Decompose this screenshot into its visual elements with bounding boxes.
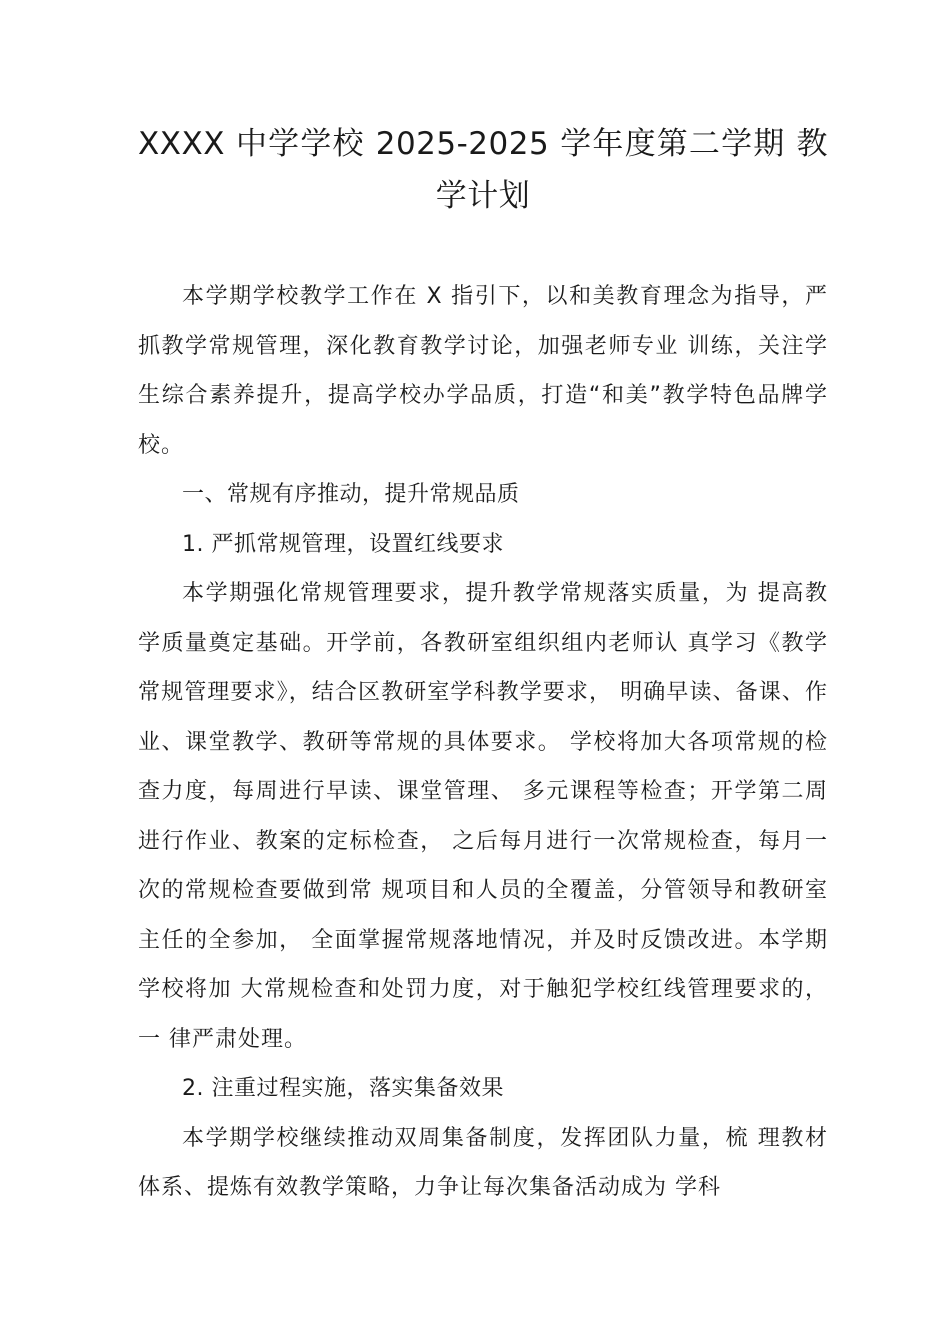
section-1-heading: 一、常规有序推动，提升常规品质 [182,482,520,507]
document-title [138,118,828,222]
document-title-line-2: 学计划 [435,178,531,214]
document-page [138,118,828,1213]
document-title-line-1: XXXX 中学学校 2025-2025 学年度第二学期 教 [138,126,828,162]
subsection-1-paragraph: 本学期强化常规管理要求，提升教学常规落实质量，为 提高教学质量奠定基础。开学前，各教研室组织组内老师认 真学习《教学常规管理要求》，结合区教研室学科教学要求， 明确早读、备课、作业、课堂教学、教研等常规的具体要求。 学校将加大各项常规的检查力度，每周进行早读、课堂管理、 多元课程等检查；开学第二周进行作业、教案的定标检查， 之后每月进行一次常规检查，每月一次的常规检查要做到常 规项目和人员的全覆盖，分管领导和教研室主任的全参加， 全面掌握常规落地情况，并及时反馈改进。本学期学校将加 大常规检查和处罚力度，对于触犯学校红线管理要求的，一 律严肃处理。 [138,581,828,1052]
document-body [138,272,828,1213]
subsection-2-paragraph: 本学期学校继续推动双周集备制度，发挥团队力量，梳 理教材体系、提炼有效教学策略，力争让每次集备活动成为 学科 [138,1125,828,1200]
subsection-1-heading: 1. 严抓常规管理，设置红线要求 [182,531,504,557]
subsection-2-heading: 2. 注重过程实施，落实集备效果 [182,1076,504,1101]
intro-paragraph: 本学期学校教学工作在 X 指引下，以和美教育理念为指导，严抓教学常规管理，深化教育教学讨论，加强老师专业 训练，关注学生综合素养提升，提高学校办学品质，打造“和美”教学特色品牌学校。 [138,284,828,458]
